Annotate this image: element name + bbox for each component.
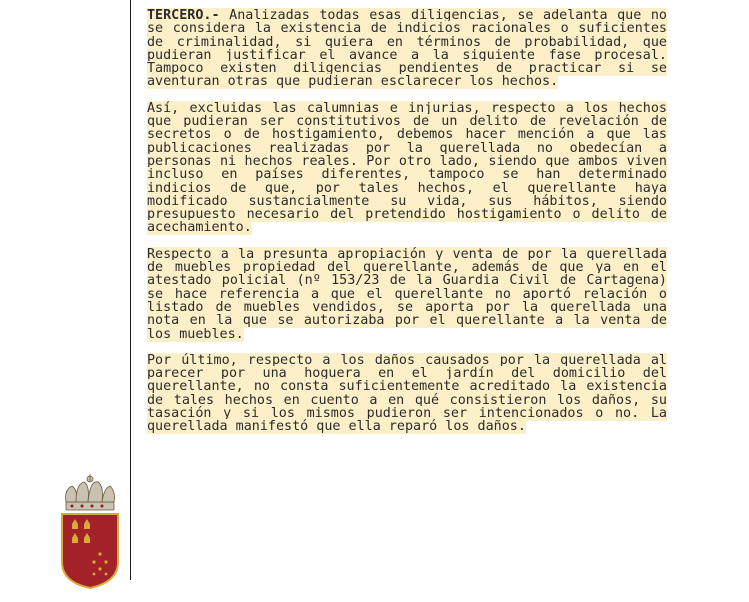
document-body: [147, 9, 667, 447]
paragraph-text: Analizadas todas esas diligencias, se adelanta que no se considera la existencia de indicios racionales o suficientes de criminalidad, si quiera en términos de probabilidad, que pudieran justificar el avance a la siguiente fase procesal. Tampoco existen diligencias pendientes de practicar si se aventuran otras que pudieran esclarecer los hechos.: [147, 8, 667, 90]
paragraph-muebles: [147, 248, 667, 341]
paragraph-lead: TERCERO.-: [147, 8, 220, 23]
paragraph-danos: [147, 354, 667, 434]
paragraph-text: Respecto a la presunta apropiación y venta de por la querellada de muebles propiedad del querellante, además de que ya en el atestado policial (nº 153/23 de la Guardia Civil de Cartagena) se hace referencia a que el querellante no aportó relación o listado de muebles vendidos, se aporta por la querellada una nota en la que se autorizaba por el querellante a la venta de los muebles.: [147, 246, 667, 342]
paragraph-calumnias: [147, 102, 667, 235]
margin-rule: [130, 0, 131, 580]
coat-of-arms-icon: [58, 474, 122, 592]
paragraph-text: Así, excluidas las calumnias e injurias, respecto a los hechos que pudieran ser constitutivos de un delito de revelación de secretos o de hostigamiento, debemos hacer mención a que las publicaciones realizadas por la querellada no obedecían a personas ni hechos reales. Por otro lado, siendo que ambos viven incluso en países diferentes, tampoco se han determinado indicios de que, por tales hechos, el querellante haya modificado sustancialmente su vida, sus hábitos, siendo presupuesto necesario del pretendido hostigamiento o delito de acechamiento.: [147, 100, 667, 236]
paragraph-text: Por último, respecto a los daños causados por la querellada al parecer por una hoguera en el jardín del domicilio del querellante, no consta suficientemente acreditado la existencia de tales hechos en cuento a en qué consistieron los daños, su tasación y si los mismos pudieron ser intencionados o no. La querellada manifestó que ella reparó los daños.: [147, 352, 667, 435]
paragraph-tercero: [147, 9, 667, 89]
